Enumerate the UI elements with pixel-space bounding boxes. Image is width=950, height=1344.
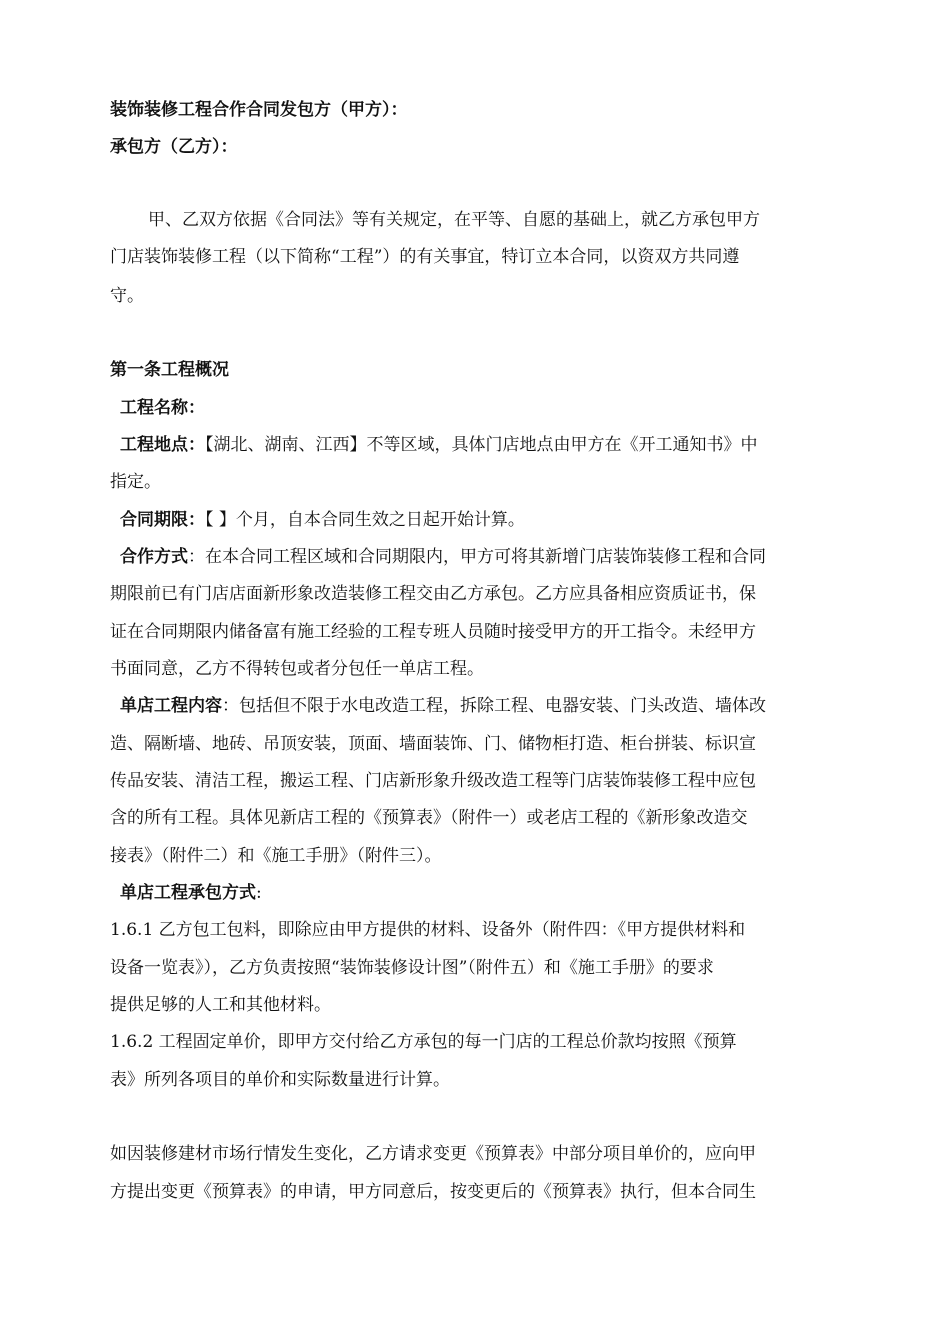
- project-location: [120, 433, 758, 457]
- clause-161-line-1: 1.6.1 乙方包工包料，即除应由甲方提供的材料、设备外（附件四：《甲方提供材料和: [110, 920, 746, 940]
- preamble-line-3: 守。: [110, 286, 144, 306]
- cooperation-line-4: 书面同意，乙方不得转包或者分包任一单店工程。: [110, 659, 484, 679]
- contracting-mode-colon: :: [256, 883, 262, 903]
- cooperation-mode: [120, 545, 766, 569]
- contract-period-label: 合同期限：: [120, 510, 205, 530]
- price-change-line-2: 方提出变更《预算表》的申请，甲方同意后，按变更后的《预算表》执行，但本合同生: [110, 1182, 756, 1202]
- store-work-content: [120, 694, 766, 718]
- project-location-text: 【湖北、湖南、江西】不等区域，具体门店地点由甲方在《开工通知书》中: [205, 435, 758, 455]
- project-location-label: 工程地点：: [120, 435, 205, 455]
- store-work-content-text: ：包括但不限于水电改造工程，拆除工程、电器安装、门头改造、墙体改: [222, 696, 766, 716]
- store-work-content-label: 单店工程内容: [120, 696, 222, 716]
- project-location-cont: 指定。: [110, 472, 161, 492]
- cooperation-mode-text: ：在本合同工程区域和合同期限内，甲方可将其新增门店装饰装修工程和合同: [188, 547, 766, 567]
- clause-161-line-3: 提供足够的人工和其他材料。: [110, 995, 331, 1015]
- content-line-2: 造、隔断墙、地砖、吊顶安装，顶面、墙面装饰、门、储物柜打造、柜台拼装、标识宣: [110, 734, 756, 754]
- party-b-heading: 承包方（乙方）：: [110, 137, 238, 157]
- project-name-label: 工程名称：: [120, 398, 205, 418]
- clause-162-line-2: 表》所列各项目的单价和实际数量进行计算。: [110, 1070, 450, 1090]
- content-line-3: 传品安装、清洁工程，搬运工程、门店新形象升级改造工程等门店装饰装修工程中应包: [110, 771, 756, 791]
- article-1-title: 第一条工程概况: [110, 360, 229, 380]
- preamble-line-1: 甲、乙双方依据《合同法》等有关规定，在平等、自愿的基础上，就乙方承包甲方: [148, 210, 760, 230]
- content-line-5: 接表》（附件二）和《施工手册》（附件三）。: [110, 846, 442, 866]
- party-a-heading: 装饰装修工程合作合同发包方（甲方）：: [110, 100, 408, 120]
- contract-period-text: 【 】个月，自本合同生效之日起开始计算。: [205, 510, 525, 530]
- clause-161-line-2: 设备一览表》），乙方负责按照“装饰装修设计图”（附件五）和《施工手册》的要求: [110, 958, 714, 978]
- contract-period: [120, 508, 525, 532]
- contracting-mode: [120, 881, 262, 905]
- preamble-line-2: 门店装饰装修工程（以下简称“工程”）的有关事宜，特订立本合同，以资双方共同遵: [110, 247, 740, 267]
- content-line-4: 含的所有工程。具体见新店工程的《预算表》（附件一）或老店工程的《新形象改造交: [110, 808, 748, 828]
- price-change-line-1: 如因装修建材市场行情发生变化，乙方请求变更《预算表》中部分项目单价的，应向甲: [110, 1144, 756, 1164]
- clause-162-line-1: 1.6.2 工程固定单价，即甲方交付给乙方承包的每一门店的工程总价款均按照《预算: [110, 1032, 737, 1052]
- contracting-mode-label: 单店工程承包方式: [120, 883, 256, 903]
- cooperation-mode-label: 合作方式: [120, 547, 188, 567]
- cooperation-line-3: 证在合同期限内储备富有施工经验的工程专班人员随时接受甲方的开工指令。未经甲方: [110, 622, 756, 642]
- cooperation-line-2: 期限前已有门店店面新形象改造装修工程交由乙方承包。乙方应具备相应资质证书，保: [110, 584, 756, 604]
